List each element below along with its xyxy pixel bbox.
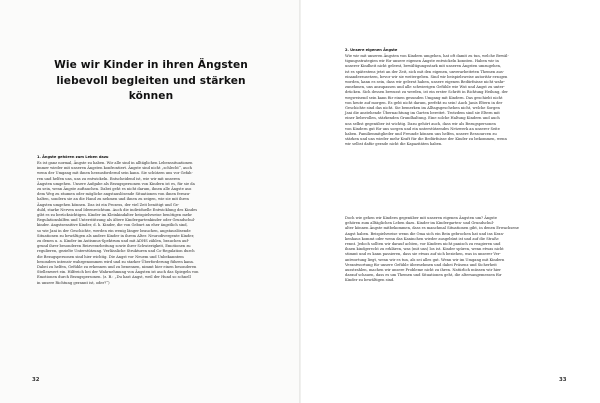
text-line: ihnen kindgerecht zu erklären, was (mit uns) los ist. Kinder spüren, wenn etwas nicht xyxy=(345,247,504,252)
text-line: einer liebevollen, stärkenden Grundhaltung. Eine solche Haltung Kindern und auch xyxy=(345,116,500,121)
right-body-paragraph-1 xyxy=(345,54,579,148)
text-line: einanderzusetzen, bevor wir sie weitergeben. Sind wir beispielsweise autoritär erzogen xyxy=(345,74,508,79)
text-line: von Kindern gut für uns sorgen und ein unterstützendes Netzwerk an unserer Seite xyxy=(345,126,500,131)
text-line: Verantwortung für unsere Gefühle übernehmen und dabei Präsenz und Sicherheit xyxy=(345,262,497,267)
text-line: immer wieder mit unseren Ängsten konfrontiert. Ängste sind nicht „schlecht“, auch xyxy=(37,166,192,171)
text-line: Wie wir mit unseren Ängsten von Kindern umgehen, hat oft damit zu tun, welche Bewäl- xyxy=(345,54,509,58)
page-number-right: 33 xyxy=(559,377,567,383)
text-line: halten, sondern sie an die Hand zu nehmen und ihnen zu zeigen, wie sie mit ihren xyxy=(37,197,189,202)
text-line: drücken. Sich dessen bewusst zu werden, ist ein erster Schritt in Richtung Heilung, der xyxy=(345,90,508,95)
text-line: regulieren, gezielte Unterstützung. Verlässliche Strukturen und Co-Regulation durch xyxy=(37,249,195,254)
text-line: die Bezugspersonen sind hier wichtig. Die Angst vor Neuem und Unbekanntem xyxy=(37,254,184,259)
text-line: ist es spätestens jetzt an der Zeit, sich mit den eigenen, unverarbeiteten Themen aus- xyxy=(345,69,504,74)
text-line: darauf schauen, dass es um Themen und Situationen geht, die altersangemessen für xyxy=(345,273,502,278)
text-line: Kinder zu bewältigen sind. xyxy=(345,278,395,283)
text-line: von heute auf morgen. Es geht nicht darum, perfekt zu sein! Auch Janis Eltern in der xyxy=(345,100,503,105)
text-line: tigungsstrategien wir für unsere eigenen Ängste entwickeln konnten. Haben wir in xyxy=(345,59,499,64)
text-line: wir selbst dafür gerade nicht die Kapazitäten haben. xyxy=(345,142,443,147)
text-line: ausstrahlen, machen wir unsere Probleme nicht zu ihren. Natürlich müssen wir hier xyxy=(345,268,501,273)
section-heading-our-own-fears: 2. Unsere eigenen Ängste xyxy=(345,48,398,52)
text-line: Emotionen durch Bezugspersonen. (z. B.: „Du hast Angst, weil der Hund so schnell xyxy=(37,275,191,280)
text-line: zu denen u. a. Kinder im Autismus-Spektrum und mit ADHS zählen, brauchen auf- xyxy=(37,239,189,244)
text-line: kinder. Angstsensitive Kinder, d. h. Kinder, die von Geburt an eher ängstlich sind, xyxy=(37,223,188,228)
text-line: Ängsten umgehen. Unsere Aufgabe als Bezugspersonen von Kindern ist es, für sie da xyxy=(37,181,195,186)
text-line: in unsere Richtung gerannt ist, oder?“) xyxy=(37,280,110,285)
text-line: Ängsten umgehen können. Das ist ein Prozess, der viel Zeit benötigt und Ge- xyxy=(37,202,180,207)
text-line: Es ist ganz normal, Ängste zu haben. Wir alle sind in alltäglichen Lebenssituationen xyxy=(37,161,193,165)
text-line: worden, kann es sein, dass wir gelernt haben, unsere eigenen Bedürfnisse nicht wahr- xyxy=(345,80,506,85)
page-number-left: 32 xyxy=(32,377,40,383)
text-line: gibt es zu berücksichtigen. Kinder im Kleinkindalter beispielsweise benötigen mehr xyxy=(37,213,193,218)
chapter-title: Wie wir Kinder in ihren Ängsten liebevoll begleiten und stärken können xyxy=(54,59,248,102)
text-line: duld, starke Nerven und Ideenreichtum. Auch die individuelle Entwicklung des Kindes xyxy=(37,207,198,212)
text-line: Geschichte sind das nicht. Sie bemerken im Alltagsgeschehen nicht, welche Sorgen xyxy=(345,106,500,111)
text-line: Doch wie gehen wir Kindern gegenüber mit unseren eigenen Ängsten um? Ängste xyxy=(345,216,498,220)
text-line: stärken und uns wieder mehr Kraft für die Bedürfnisse der Kinder zu bekommen, wenn xyxy=(345,137,507,142)
text-line: Situationen zu bewältigen als andere Kinder in ihrem Alter. Neurodivergente Kinder, xyxy=(37,233,195,238)
text-line: uns selbst gegenüber ist wichtig. Dazu gehört auch, dass wir als Bezugspersonen xyxy=(345,121,496,126)
text-line: wenn der Umgang mit ihnen herausfordernd sein kann. Sie schützen uns vor Gefah- xyxy=(37,171,193,176)
text-line: unserer Kindheit nicht gelernt, bewältigungsstark mit unseren Ängsten umzugehen, xyxy=(345,64,502,69)
text-line: Jani die anstehende Übernachtung im Garten bereitet. Trotzdem sind sie Eltern mit xyxy=(345,111,500,116)
text-line: besonders intensiv wahrgenommen wird und zu starker Überforderung führen kann. xyxy=(37,259,195,264)
text-line: antwortung liegt, wenn wir es tun, als sei alles gut. Wenn wir im Umgang mit Kindern xyxy=(345,257,505,262)
text-line: haben. Familienmitglieder und Freunde können uns helfen, unsere Ressourcen zu xyxy=(345,132,497,137)
text-line: gehören zum alltäglichen Leben dazu. Kinder im Kindergarten- und Grundschul- xyxy=(345,221,495,226)
text-line: zu sein, wenn Ängste auftauchen. Dabei geht es nicht darum, ihnen alle Ängste aus xyxy=(37,187,192,192)
text-line: Stellenwert ein. Hilfreich bei der Wahrnehmung von Ängsten ist auch das Spiegeln von xyxy=(37,270,199,275)
text-line: Dabei zu helfen, Gefühle zu erkennen und zu benennen, nimmt hier einen besonderen xyxy=(37,265,197,270)
text-line: grund ihrer besonderen Reizverarbeitung sowie ihrer Schwierigkeit, Emotionen zu xyxy=(37,244,191,249)
text-line: ren und helfen uns, uns zu entwickeln. Entscheidend ist, wie wir mit unseren xyxy=(37,176,180,181)
text-line: alter können Ängste mitbekommen, dass es manchmal Situationen gibt, in denen Erwachsene xyxy=(345,226,519,231)
text-line: zunehmen, uns anzupassen und alle schwierigen Gefühle wie Wut und Angst zu unter- xyxy=(345,85,505,90)
text-line: wegweisend sein kann für einen gesunden Umgang mit Kindern. Das geschieht nicht xyxy=(345,95,503,100)
text-line: dem Weg zu räumen oder mögliche angstauslösende Situationen von ihnen fernzu- xyxy=(37,192,191,197)
text-line: stimmt und es kann passieren, dass sie etwas auf sich beziehen, was in unserer Ver- xyxy=(345,252,501,257)
text-line: rennt. Jedoch sollten wir darauf achten, vor Kindern nicht panisch zu reagieren und xyxy=(345,242,501,247)
text-line: Angst haben. Beispielsweise wenn die Oma sich ein Bein gebrochen hat und ins Kran- xyxy=(345,231,505,236)
text-line: kenhaus kommt oder wenn das Kaninchen wieder ausgebüxt ist und auf die Straße xyxy=(345,236,499,241)
right-body-paragraph-2 xyxy=(345,216,579,284)
section-heading-fears-belong-to-life: 1. Ängste gehören zum Leben dazu xyxy=(37,155,109,159)
text-line: so wie Jani in der Geschichte, werden ein wenig länger brauchen, angstauslösende xyxy=(37,228,191,233)
text-line: Regulationshilfen und Unterstützung als ältere Kindergartenkinder oder Grundschul- xyxy=(37,218,196,223)
